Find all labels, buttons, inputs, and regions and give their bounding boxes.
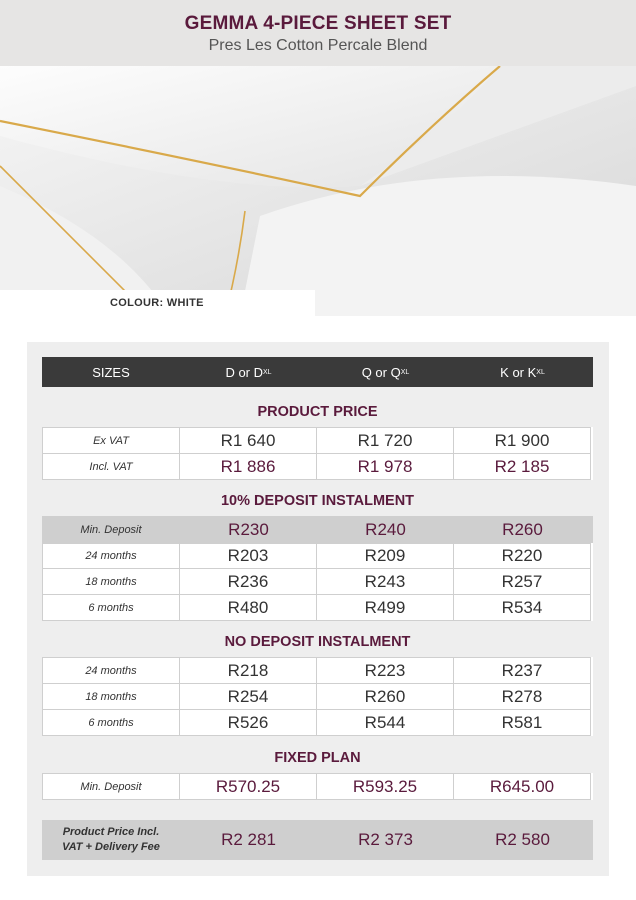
price-cell: R260 — [502, 519, 543, 539]
price-cell: R480 — [180, 595, 317, 621]
column-header-queen: Q or Q XL — [361, 364, 410, 380]
table-row — [42, 427, 593, 454]
price-cell: R220 — [454, 543, 591, 569]
colour-label-tab — [0, 290, 315, 316]
table-row — [42, 595, 593, 621]
page-title: GEMMA 4-PIECE SHEET SET — [184, 13, 452, 34]
table-row — [42, 454, 593, 480]
price-cell: R243 — [317, 569, 454, 595]
table-row — [42, 657, 593, 684]
section-title-no-deposit: NO DEPOSIT INSTALMENT — [224, 634, 411, 650]
price-cell: R1 978 — [317, 454, 454, 480]
total-price-cell: R2 580 — [495, 830, 550, 849]
price-cell: R236 — [180, 569, 317, 595]
price-cell: R260 — [317, 684, 454, 710]
table-row — [42, 773, 593, 800]
row-label: 18 months — [42, 684, 180, 710]
section-title-fixed-plan: FIXED PLAN — [274, 750, 361, 766]
price-cell: R218 — [180, 657, 317, 684]
row-label: 24 months — [42, 543, 180, 569]
table-row-highlight — [42, 516, 593, 543]
price-cell: R223 — [317, 657, 454, 684]
price-cell: R581 — [454, 710, 591, 736]
price-cell: R203 — [180, 543, 317, 569]
table-row-total — [42, 820, 593, 860]
table-header-row — [42, 357, 593, 387]
row-label: Min. Deposit — [80, 523, 142, 536]
price-cell: R593.25 — [317, 773, 454, 800]
price-cell: R544 — [317, 710, 454, 736]
price-cell: R2 185 — [454, 454, 591, 480]
total-label: Product Price Incl. VAT + Delivery Fee — [62, 826, 160, 853]
row-label: Ex VAT — [42, 427, 180, 454]
table-row — [42, 710, 593, 736]
price-cell: R1 720 — [317, 427, 454, 454]
price-cell: R257 — [454, 569, 591, 595]
price-cell: R534 — [454, 595, 591, 621]
column-header-double: D or D XL — [225, 364, 272, 380]
table-row — [42, 543, 593, 569]
header-banner — [0, 0, 636, 66]
column-header-sizes: SIZES — [92, 364, 130, 380]
row-label: Min. Deposit — [42, 773, 180, 800]
price-cell: R237 — [454, 657, 591, 684]
price-cell: R278 — [454, 684, 591, 710]
price-cell: R240 — [365, 519, 406, 539]
price-cell: R499 — [317, 595, 454, 621]
column-header-king: K or K XL — [500, 364, 545, 380]
row-label: 18 months — [42, 569, 180, 595]
price-cell: R1 900 — [454, 427, 591, 454]
table-row — [42, 684, 593, 710]
price-cell: R645.00 — [454, 773, 591, 800]
section-title-deposit: 10% DEPOSIT INSTALMENT — [220, 493, 415, 509]
page-subtitle: Pres Les Cotton Percale Blend — [208, 37, 428, 54]
price-cell: R230 — [228, 519, 269, 539]
total-price-cell: R2 373 — [358, 830, 413, 849]
price-cell: R1 640 — [180, 427, 317, 454]
product-photo — [0, 66, 636, 316]
price-cell: R254 — [180, 684, 317, 710]
pillow-illustration — [0, 66, 636, 316]
row-label: 6 months — [42, 595, 180, 621]
row-label: Incl. VAT — [42, 454, 180, 480]
table-row — [42, 569, 593, 595]
row-label: 24 months — [42, 657, 180, 684]
section-title-product-price: PRODUCT PRICE — [257, 404, 378, 420]
price-cell: R526 — [180, 710, 317, 736]
price-cell: R1 886 — [180, 454, 317, 480]
row-label: 6 months — [42, 710, 180, 736]
price-cell: R570.25 — [180, 773, 317, 800]
price-cell: R209 — [317, 543, 454, 569]
total-price-cell: R2 281 — [221, 830, 276, 849]
colour-label: COLOUR: WHITE — [110, 297, 204, 309]
